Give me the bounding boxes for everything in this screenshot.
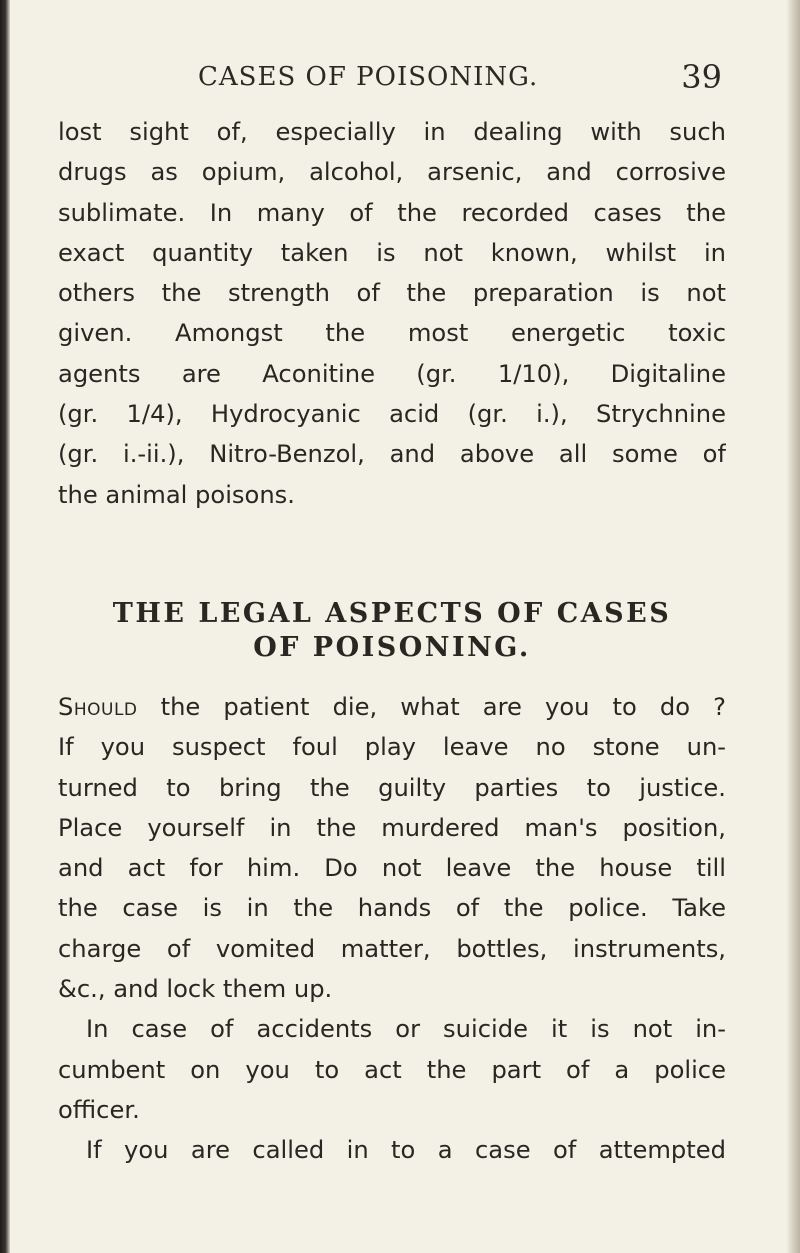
text-line: &c., and lock them up. (58, 975, 333, 1004)
text-line: drugs as opium, alcohol, arsenic, and corrosive (58, 158, 726, 187)
text-line: the case is in the hands of the police. Take (58, 894, 726, 923)
section-heading-line: THE LEGAL ASPECTS OF CASES (112, 597, 672, 629)
paragraph-attempted (58, 1130, 726, 1170)
text-line: others the strength of the preparation is not (58, 279, 726, 308)
page-fore-edge (786, 0, 800, 1253)
lead-word: Should (58, 692, 138, 721)
text-line: charge of vomited matter, bottles, instruments, (58, 934, 726, 963)
text-line: lost sight of, especially in dealing with such (58, 118, 726, 146)
text-line: and act for him. Do not leave the house till (58, 854, 726, 883)
spacer (58, 665, 726, 687)
text-line: If you suspect foul play leave no stone un- (58, 733, 726, 762)
text-line: If you are called in to a case of attempted (86, 1136, 726, 1165)
text-line: agents are Aconitine (gr. 1/10), Digitaline (58, 359, 726, 388)
running-title: CASES OF POISONING. (198, 62, 539, 92)
text-line-rest: the patient die, what are you to do ? (137, 692, 726, 721)
text-line: exact quantity taken is not known, whilst in (58, 238, 726, 267)
page-number: 39 (681, 58, 722, 96)
text-line (58, 687, 726, 727)
paragraph-continuation (58, 112, 726, 515)
text-line: officer. (58, 1095, 140, 1124)
text-line: sublimate. In many of the recorded cases the (58, 198, 726, 227)
page-binding-edge (0, 0, 10, 1253)
section-heading (58, 597, 726, 665)
text-line: (gr. 1/4), Hydrocyanic acid (gr. i.), Strychnine (58, 400, 726, 429)
paragraph-legal-duties (58, 687, 726, 1009)
text-line: In case of accidents or suicide it is not in- (86, 1015, 726, 1044)
text-line: given. Amongst the most energetic toxic (58, 319, 726, 348)
running-head (58, 52, 726, 112)
section-heading-line: OF POISONING. (253, 631, 531, 663)
text-line: the animal poisons. (58, 480, 295, 509)
text-line: cumbent on you to act the part of a police (58, 1055, 726, 1084)
book-page (58, 52, 726, 1171)
text-line: (gr. i.-ii.), Nitro-Benzol, and above all some of (58, 440, 726, 469)
text-line: Place yourself in the murdered man's position, (58, 813, 726, 842)
paragraph-accidents (58, 1009, 726, 1130)
text-line: turned to bring the guilty parties to justice. (58, 773, 726, 802)
